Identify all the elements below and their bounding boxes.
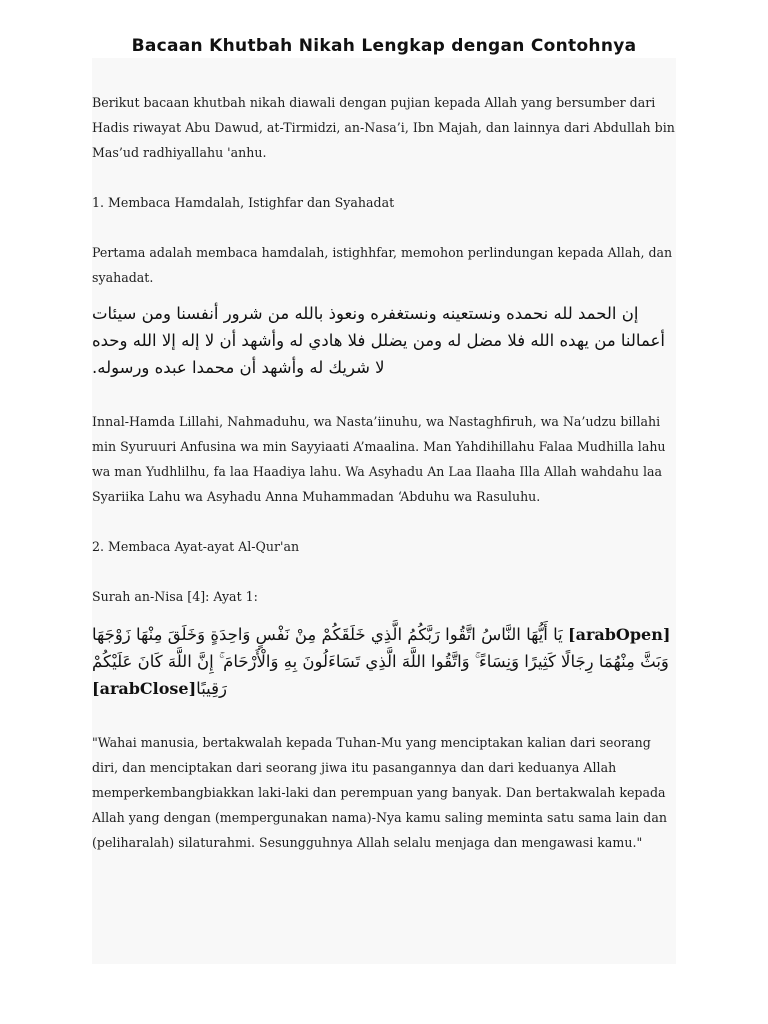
section-1-description: Pertama adalah membaca hamdalah, istighhfar, memohon perlindungan kepada Allah, dan syahadat.	[92, 245, 673, 285]
document-body	[92, 90, 676, 855]
surah-label: Surah an-Nisa [4]: Ayat 1:	[92, 589, 258, 604]
section-1-arabic-text: إن الحمد لله نحمده ونستعينه ونستغفره ونعوذ بالله من شرور أنفسنا ومن سيئات أعمالنا من يهده الله فلا مضل له ومن يضلل فلا هادي له وأشهد أن لا إله إلا الله وحده لا شريك له وأشهد أن محمدا عبده ورسوله.	[92, 304, 665, 377]
section-1-heading: 1. Membaca Hamdalah, Istighfar dan Syahadat	[92, 195, 395, 210]
section-1-transliteration: Innal-Hamda Lillahi, Nahmaduhu, wa Nasta’iinuhu, wa Nastaghfiruh, wa Na’udzu billahi min Syuruuri Anfusina wa min Sayyiaati A’maalina. Man Yahdihillahu Falaa Mudhilla lahu wa man Yudhlilhu, fa laa Haadiya lahu. Wa Asyhadu An Laa Ilaaha Illa Allah wahdahu laa Syariika Lahu wa Asyhadu Anna Muhammadan ‘Abduhu wa Rasuluhu.	[92, 414, 666, 504]
quran-ayat-block	[92, 621, 676, 702]
intro-paragraph: Berikut bacaan khutbah nikah diawali dengan pujian kepada Allah yang bersumber dari Hadis riwayat Abu Dawud, at-Tirmidzi, an-Nasa’i, Ibn Majah, dan lainnya dari Abdullah bin Mas’ud radhiyallahu 'anhu.	[92, 95, 675, 160]
arab-open-marker: [arabOpen]	[568, 625, 671, 644]
section-2-heading: 2. Membaca Ayat-ayat Al-Qur'an	[92, 539, 300, 554]
document-title: Bacaan Khutbah Nikah Lengkap dengan Contohnya	[131, 36, 637, 56]
ayat-translation: "Wahai manusia, bertakwalah kepada Tuhan-Mu yang menciptakan kalian dari seorang diri, dan menciptakan dari seorang jiwa itu pasangannya dan dari keduanya Allah memperkembangbiakkan laki-laki dan perempuan yang banyak. Dan bertakwalah kepada Allah yang dengan (mempergunakan nama)-Nya kamu saling meminta satu sama lain dan (peliharalah) silaturahmi. Sesungguhnya Allah selalu menjaga dan mengawasi kamu."	[92, 735, 667, 850]
arab-close-marker: [arabClose]	[92, 679, 197, 698]
quran-ayat-text: يَا أَيُّهَا النَّاسُ اتَّقُوا رَبَّكُمُ الَّذِي خَلَقَكُمْ مِنْ نَفْسٍ وَاحِدَةٍ وَخَلَقَ مِنْهَا زَوْجَهَا وَبَثَّ مِنْهُمَا رِجَالًا كَثِيرًا وَنِسَاءً ۚ وَاتَّقُوا اللَّهَ الَّذِي تَسَاءَلُونَ بِهِ وَالْأَرْحَامَ ۚ إِنَّ اللَّهَ كَانَ عَلَيْكُمْ رَقِيبًا	[92, 625, 669, 698]
